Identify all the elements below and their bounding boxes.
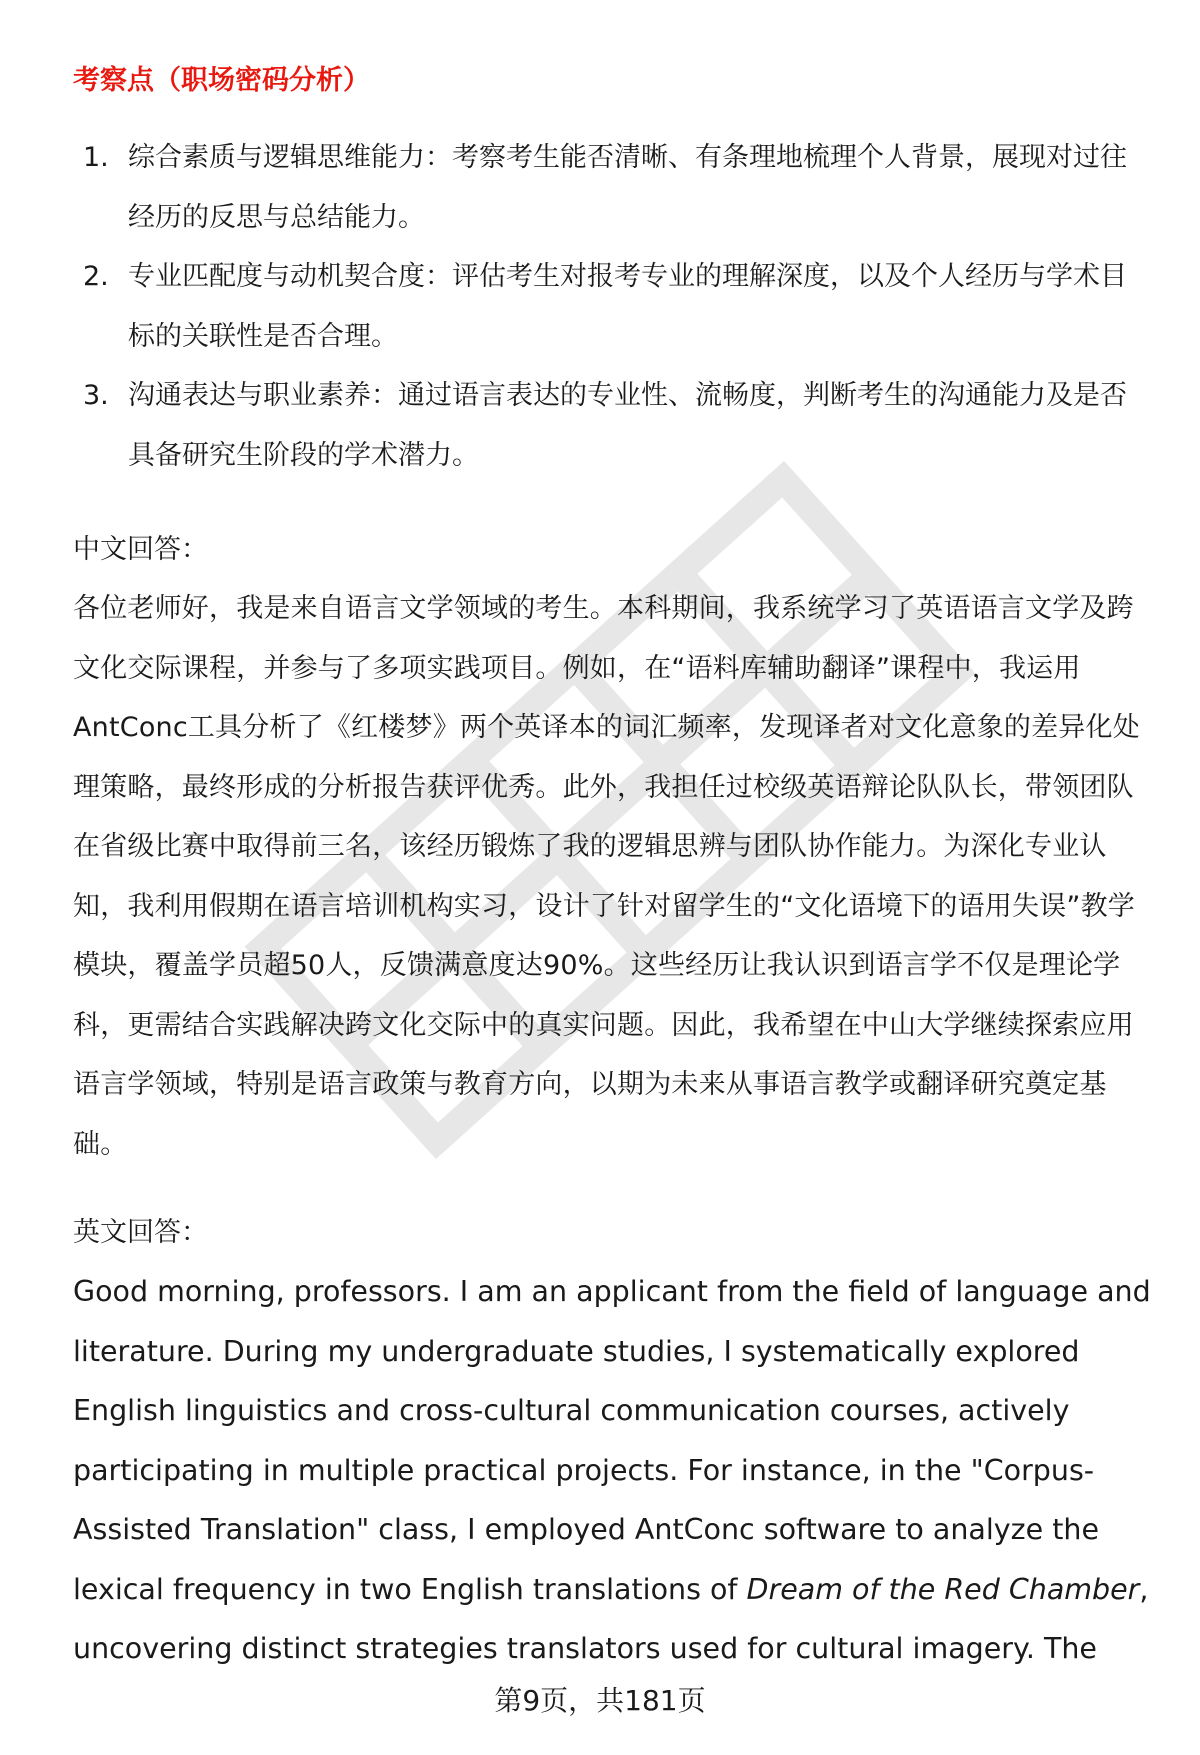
list-item-number: 2.	[83, 261, 109, 292]
key-points-list	[73, 128, 1148, 485]
list-item-text: 综合素质与逻辑思维能力：考察考生能否清晰、有条理地梳理个人背景，展现对过往经历的反思与总结能力。	[128, 142, 1127, 233]
english-answer-text-start: Good morning, professors. I am an applicant from the field of language and literature. During my undergraduate studies, I systematically explored English linguistics and cross-cultural communication courses, actively participating in multiple practical projects. For instance, in the "Corpus-Assisted Translation" class, I employed AntConc software to analyze the lexical frequency in two English translations of	[73, 1275, 1151, 1606]
list-item-number: 3.	[83, 380, 109, 411]
list-item	[73, 366, 1148, 485]
chinese-answer-body: 各位老师好，我是来自语言文学领域的考生。本科期间，我系统学习了英语语言文学及跨文化交际课程，并参与了多项实践项目。例如，在“语料库辅助翻译”课程中，我运用AntConc工具分析了《红楼梦》两个英译本的词汇频率，发现译者对文化意象的差异化处理策略，最终形成的分析报告获评优秀。此外，我担任过校级英语辩论队队长，带领团队在省级比赛中取得前三名，该经历锻炼了我的逻辑思辨与团队协作能力。为深化专业认知，我利用假期在语言培训机构实习，设计了针对留学生的“文化语境下的语用失误”教学模块，覆盖学员超50人，反馈满意度达90%。这些经历让我认识到语言学不仅是理论学科，更需结合实践解决跨文化交际中的真实问题。因此，我希望在中山大学继续探索应用语言学领域，特别是语言政策与教育方向，以期为未来从事语言教学或翻译研究奠定基础。	[73, 593, 1140, 1160]
list-item	[73, 128, 1148, 247]
chinese-answer-heading: 中文回答：	[73, 534, 208, 565]
section-title: 考察点（职场密码分析）	[73, 65, 370, 96]
english-answer-body	[73, 1262, 1163, 1679]
list-item-text: 沟通表达与职业素养：通过语言表达的专业性、流畅度，判断考生的沟通能力及是否具备研究生阶段的学术潜力。	[128, 380, 1127, 471]
book-title: Dream of the Red Chamber	[746, 1572, 1140, 1606]
list-item	[73, 247, 1148, 366]
list-item-text: 专业匹配度与动机契合度：评估考生对报考专业的理解深度，以及个人经历与学术目标的关联性是否合理。	[128, 261, 1127, 352]
english-answer-text-end: , uncovering distinct strategies translators used for cultural imagery. The	[73, 1572, 1149, 1665]
english-answer-heading: 英文回答：	[73, 1217, 208, 1248]
list-item-number: 1.	[83, 142, 109, 173]
page-number: 第9页，共181页	[494, 1684, 706, 1717]
